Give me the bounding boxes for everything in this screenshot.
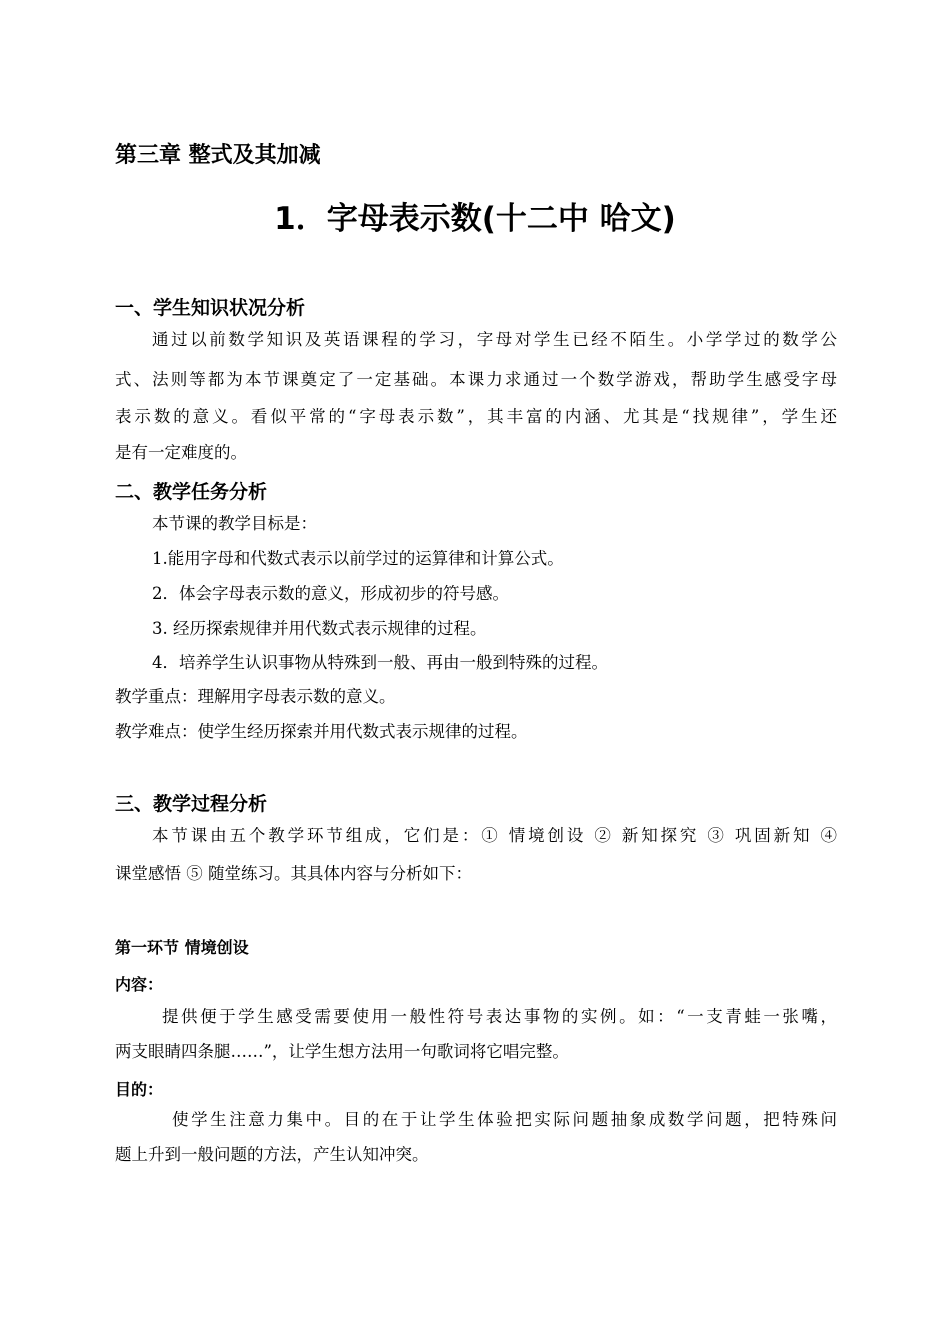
goal-item: 2．体会字母表示数的意义，形成初步的符号感。 (152, 584, 509, 603)
key-point: 教学重点：理解用字母表示数的意义。 (115, 687, 396, 706)
paragraph-line: 提供便于学生感受需要使用一般性符号表达事物的实例。如：“一支青蛙一张嘴， (162, 1007, 837, 1026)
paragraph-line: 式、法则等都为本节课奠定了一定基础。本课力求通过一个数学游戏，帮助学生感受字母 (115, 370, 837, 389)
section-heading-3: 三、教学过程分析 (115, 793, 268, 815)
paragraph-line: 表示数的意义。看似平常的“字母表示数”，其丰富的内涵、尤其是“找规律”，学生还 (115, 407, 837, 426)
goal-item: 3. 经历探索规律并用代数式表示规律的过程。 (152, 619, 487, 638)
goal-item: 1.能用字母和代数式表示以前学过的运算律和计算公式。 (152, 549, 564, 568)
part-heading-1: 第一环节 情境创设 (115, 938, 249, 957)
goal-item: 4．培养学生认识事物从特殊到一般、再由一般到特殊的过程。 (152, 653, 608, 672)
chapter-title: 第三章 整式及其加减 (115, 143, 321, 168)
section-heading-1: 一、学生知识状况分析 (115, 297, 306, 319)
paragraph-line: 课堂感悟 ⑤ 随堂练习。其具体内容与分析如下： (115, 864, 472, 883)
paragraph-line: 两支眼睛四条腿……”，让学生想方法用一句歌词将它唱完整。 (115, 1042, 569, 1061)
goals-intro: 本节课的教学目标是： (152, 514, 317, 533)
paragraph-line: 本节课由五个教学环节组成，它们是：① 情境创设 ② 新知探究 ③ 巩固新知 ④ (152, 826, 837, 845)
section-heading-2: 二、教学任务分析 (115, 481, 268, 503)
difficulty-point: 教学难点：使学生经历探索并用代数式表示规律的过程。 (115, 722, 528, 741)
content-label: 内容： (115, 975, 164, 994)
paragraph-line: 题上升到一般问题的方法，产生认知冲突。 (115, 1145, 429, 1164)
purpose-label: 目的： (115, 1080, 164, 1099)
paragraph-line: 是有一定难度的。 (115, 443, 247, 462)
lesson-title: 1．字母表示数(十二中 哈文) (274, 201, 676, 237)
paragraph-line: 使学生注意力集中。目的在于让学生体验把实际问题抽象成数学问题，把特殊问 (172, 1110, 837, 1129)
paragraph-line: 通过以前数学知识及英语课程的学习，字母对学生已经不陌生。小学学过的数学公 (152, 330, 837, 349)
